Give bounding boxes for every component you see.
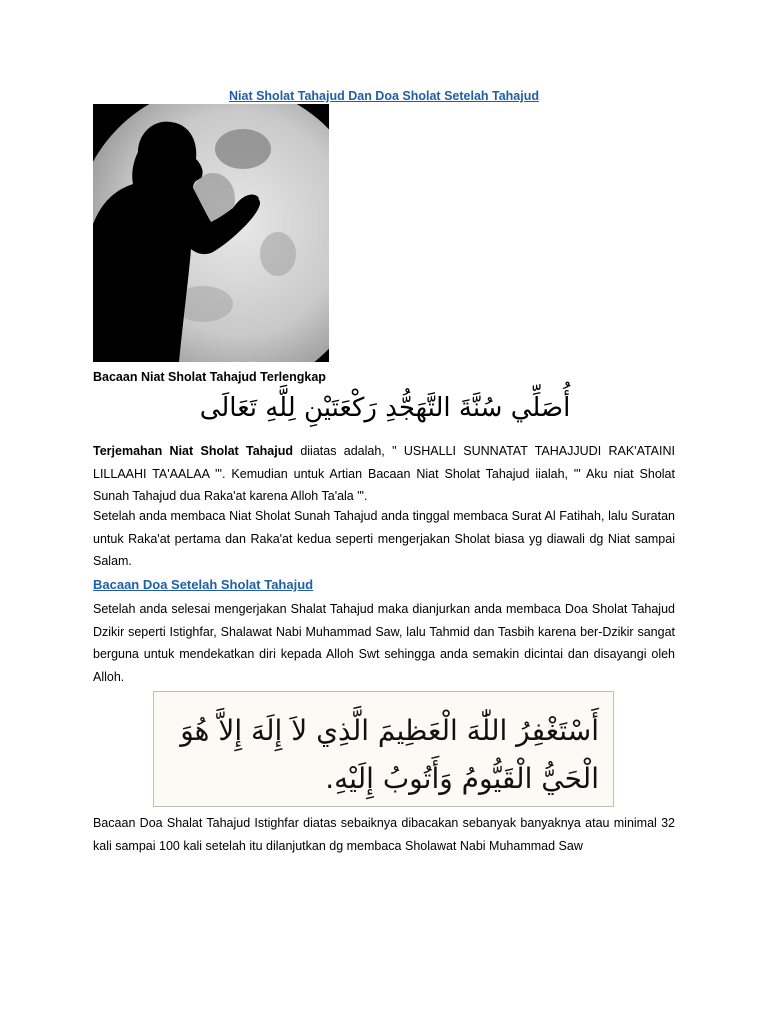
doa-intro-paragraph: Setelah anda selesai mengerjakan Shalat Tahajud maka dianjurkan anda membaca Doa Sholat Tahajud Dzikir seperti Istighfar, Shalawat Nabi Muhammad Saw, lalu Tahmid dan Tasbih karena ber-Dzikir sangat berguna untuk mendekatkan diri kepada Alloh Swt sehingga anda semakin dicintai dan disayangi oleh Alloh. [93,602,675,684]
translation-paragraph [93,440,675,508]
arabic-niat-calligraphy [190,380,580,432]
arabic-niat-text: أُصَلِّي سُنَّةَ التَّهَجُّدِ رَكْعَتَيْنِ لِلَّهِ تَعَالَى [199,393,571,423]
moon-silhouette-icon [93,104,329,362]
translation-bold-label: Terjemahan Niat Sholat Tahajud [93,444,293,458]
doa-section-link[interactable]: Bacaan Doa Setelah Sholat Tahajud [93,577,314,592]
arabic-doa-line1: أَسْتَغْفِرُ اللّٰهَ الْعَظِيمَ الَّذِي لاَ إِلَهَ إِلاَّ هُوَ [180,714,599,747]
instruction-paragraph: Setelah anda membaca Niat Sholat Sunah Tahajud anda tinggal membaca Surat Al Fatihah, lalu Suratan untuk Raka'at pertama dan Raka'at kedua seperti mengerjakan Sholat biasa yg diawali dg Niat sampai Salam. [93,509,675,568]
praying-silhouette-image [93,104,329,362]
arabic-doa-image [153,691,614,807]
arabic-doa-line2: الْحَيُّ الْقَيُّومُ وَأَتُوبُ إِلَيْهِ. [325,762,599,795]
niat-subheading: Bacaan Niat Sholat Tahajud Terlengkap [93,370,326,384]
translation-text: diiatas adalah, " USHALLI SUNNATAT TAHAJJUDI RAK'ATAINI LILLAAHI TA'AALAA "'. Kemudian untuk Artian Bacaan Niat Sholat Tahajud iialah, "' Aku niat Sholat Sunah Tahajud dua Raka'at karena Alloh Ta'ala "'. [93,444,675,503]
istighfar-paragraph: Bacaan Doa Shalat Tahajud Istighfar diatas sebaiknya dibacakan sebanyak banyaknya atau minimal 32 kali sampai 100 kali setelah itu dilanjutkan dg membaca Sholawat Nabi Muhammad Saw [93,816,675,853]
page-title-link[interactable]: Niat Sholat Tahajud Dan Doa Sholat Setelah Tahajud [229,89,539,103]
